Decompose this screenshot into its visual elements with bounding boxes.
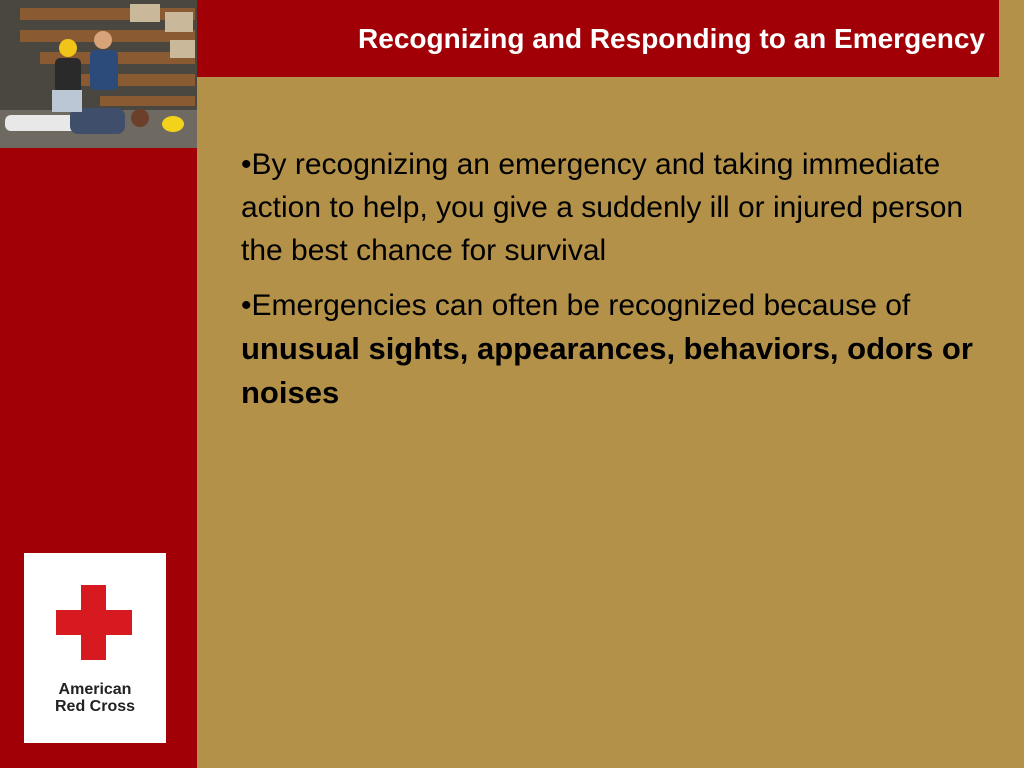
bullet-1: •By recognizing an emergency and taking immediate action to help, you give a suddenly ill or injured person the best chance for survival bbox=[241, 148, 964, 267]
bullet-2-emphasis-1: unusual sights, appearances, bbox=[241, 331, 676, 366]
right-gold-strip bbox=[999, 0, 1024, 77]
bullet-2 bbox=[241, 284, 981, 415]
slide-title: Recognizing and Responding to an Emergency bbox=[358, 22, 985, 54]
red-cross-logo bbox=[24, 553, 166, 743]
logo-wordmark bbox=[24, 681, 166, 715]
logo-line-1: American bbox=[58, 681, 132, 698]
first-aid-photo bbox=[0, 0, 197, 148]
title-bar bbox=[197, 0, 999, 77]
slide-body bbox=[241, 143, 981, 427]
logo-line-2: Red Cross bbox=[54, 698, 136, 715]
bullet-2-emphasis-2: behaviors, odors or noises bbox=[241, 331, 973, 410]
first-aid-scene-illustration bbox=[0, 0, 197, 148]
bullet-2-text: •Emergencies can often be recognized because of bbox=[241, 289, 911, 322]
red-cross-icon bbox=[24, 553, 166, 673]
